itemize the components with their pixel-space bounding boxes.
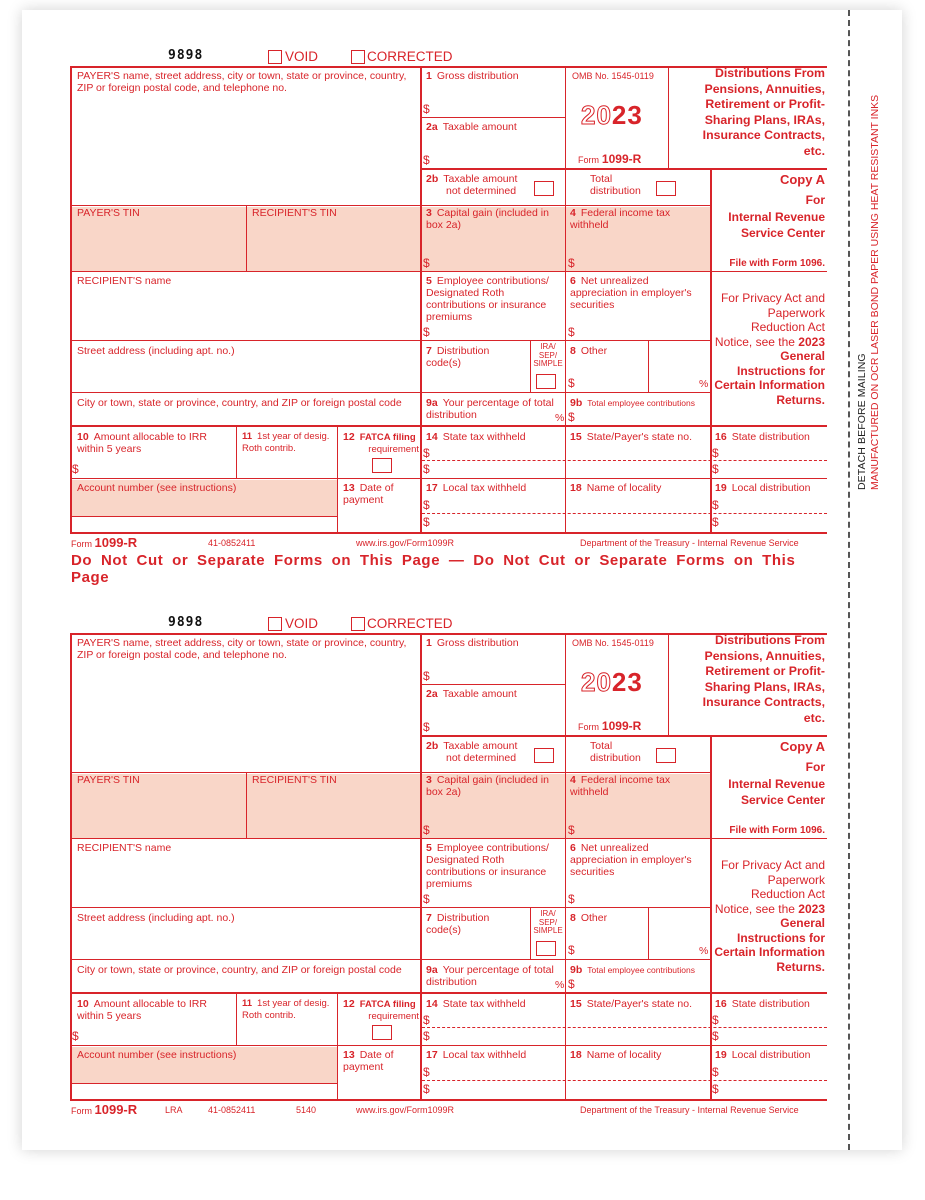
- corrected-label: CORRECTED: [367, 616, 453, 631]
- box16-dollar-2: $: [712, 462, 719, 476]
- box9a-label: 9a Your percentage of total distribution: [426, 397, 554, 421]
- footer-ein: 41-0852411: [208, 538, 256, 548]
- box19-dollar-1: $: [712, 498, 719, 512]
- box10-label: 10 Amount allocable to IRR within 5 years: [77, 998, 207, 1022]
- file-with-label: File with Form 1096.: [729, 258, 825, 269]
- box7-label: 7 Distribution code(s): [426, 912, 490, 936]
- box6-label: 6 Net unrealized appreciation in employer's securities: [570, 842, 692, 878]
- box2a-dollar: $: [423, 153, 430, 167]
- ira-sep-simple-label: IRA/ SEP/ SIMPLE: [533, 342, 563, 368]
- footer-form-name: Form 1099-R: [71, 1102, 138, 1117]
- box4-label: 4 Federal income tax withheld: [570, 774, 671, 798]
- box19-label: 19 Local distribution: [715, 1049, 811, 1061]
- privacy-notice: For Privacy Act and Paperwork Reduction Act Notice, see the 2023 General Instructions for Certain Information Returns.: [714, 858, 825, 974]
- box13-label: 13 Date of payment: [343, 1049, 394, 1073]
- manufactured-text: MANUFACTURED ON OCR LASER BOND PAPER USING HEAT RESISTANT INKS: [869, 94, 881, 490]
- form-title: Distributions From Pensions, Annuities, Retirement or Profit-Sharing Plans, IRAs, Insurance Contracts, etc.: [702, 66, 825, 158]
- box14-label: 14 State tax withheld: [426, 431, 526, 443]
- do-not-cut-banner: Do Not Cut or Separate Forms on This Page — Do Not Cut or Separate Forms on This Page: [71, 552, 796, 586]
- box6-label: 6 Net unrealized appreciation in employer's securities: [570, 275, 692, 311]
- total-distribution-label: Total distribution: [590, 740, 641, 764]
- account-number-label: Account number (see instructions): [77, 1049, 237, 1061]
- detach-text: DETACH BEFORE MAILING: [856, 353, 868, 490]
- footer-department: Department of the Treasury - Internal Revenue Service: [580, 538, 799, 548]
- box5-dollar: $: [423, 892, 430, 906]
- ira-sep-simple-checkbox[interactable]: [536, 941, 556, 956]
- box14-dollar-2: $: [423, 1029, 430, 1043]
- box3-label: 3 Capital gain (included in box 2a): [426, 774, 549, 798]
- box5-dollar: $: [423, 325, 430, 339]
- form-copy-bottom: [0, 567, 925, 1127]
- payer-name-label: PAYER'S name, street address, city or town, state or province, country, ZIP or foreign postal code, and telephone no.: [77, 637, 407, 661]
- box4-dollar: $: [568, 256, 575, 270]
- void-checkbox[interactable]: [268, 617, 282, 631]
- total-distribution-checkbox[interactable]: [656, 181, 676, 196]
- footer-url: www.irs.gov/Form1099R: [356, 538, 455, 548]
- box4-dollar: $: [568, 823, 575, 837]
- void-checkbox[interactable]: [268, 50, 282, 64]
- box14-dollar-2: $: [423, 462, 430, 476]
- box1-dollar: $: [423, 102, 430, 116]
- irs-center-label: Internal Revenue Service Center: [728, 777, 825, 807]
- box2a-label: 2a Taxable amount: [426, 688, 517, 700]
- box9a-label: 9a Your percentage of total distribution: [426, 964, 554, 988]
- box1-dollar: $: [423, 669, 430, 683]
- box4-label: 4 Federal income tax withheld: [570, 207, 671, 231]
- box18-label: 18 Name of locality: [570, 482, 662, 494]
- recipient-name-label: RECIPIENT'S name: [77, 842, 172, 854]
- box6-dollar: $: [568, 892, 575, 906]
- box3-dollar: $: [423, 256, 430, 270]
- form-header: [0, 48, 925, 66]
- box19-dollar-2: $: [712, 1082, 719, 1096]
- box16-label: 16 State distribution: [715, 431, 810, 443]
- box8-label: 8 Other: [570, 912, 608, 924]
- recipient-tin-label: RECIPIENT'S TIN: [252, 774, 337, 786]
- box16-dollar-1: $: [712, 446, 719, 460]
- copy-a-label: Copy A: [779, 172, 825, 187]
- payer-name-label: PAYER'S name, street address, city or town, state or province, country, ZIP or foreign postal code, and telephone no.: [77, 70, 407, 94]
- box3-label: 3 Capital gain (included in box 2a): [426, 207, 549, 231]
- box2b-checkbox[interactable]: [534, 181, 554, 196]
- box16-dollar-2: $: [712, 1029, 719, 1043]
- box14-dollar-1: $: [423, 446, 430, 460]
- city-label: City or town, state or province, country, and ZIP or foreign postal code: [77, 397, 402, 409]
- box11-label: 11 1st year of desig. Roth contrib.: [242, 431, 330, 454]
- city-label: City or town, state or province, country, and ZIP or foreign postal code: [77, 964, 402, 976]
- box17-dollar-2: $: [423, 515, 430, 529]
- box17-label: 17 Local tax withheld: [426, 482, 527, 494]
- box14-label: 14 State tax withheld: [426, 998, 526, 1010]
- box2b-checkbox[interactable]: [534, 748, 554, 763]
- void-label: VOID: [285, 616, 319, 631]
- footer-department: Department of the Treasury - Internal Revenue Service: [580, 1105, 799, 1115]
- box10-dollar: $: [72, 462, 79, 476]
- box17-dollar-2: $: [423, 1082, 430, 1096]
- form-code: 9898: [168, 615, 204, 630]
- box19-label: 19 Local distribution: [715, 482, 811, 494]
- box8-label: 8 Other: [570, 345, 608, 357]
- form-title: Distributions From Pensions, Annuities, Retirement or Profit-Sharing Plans, IRAs, Insurance Contracts, etc.: [702, 633, 825, 725]
- payer-tin-label: PAYER'S TIN: [77, 207, 140, 219]
- footer-form-name: Form 1099-R: [71, 535, 138, 550]
- box9b-label: 9b Total employee contributions: [570, 964, 695, 976]
- box6-dollar: $: [568, 325, 575, 339]
- ira-sep-simple-checkbox[interactable]: [536, 374, 556, 389]
- irs-center-label: Internal Revenue Service Center: [728, 210, 825, 240]
- box14-dollar-1: $: [423, 1013, 430, 1027]
- box18-label: 18 Name of locality: [570, 1049, 662, 1061]
- box15-label: 15 State/Payer's state no.: [570, 998, 693, 1010]
- box10-label: 10 Amount allocable to IRR within 5 years: [77, 431, 207, 455]
- for-label: For: [805, 193, 825, 207]
- box13-label: 13 Date of payment: [343, 482, 394, 506]
- box2b-label: 2b Taxable amount not determined: [426, 740, 518, 764]
- box8-percent: %: [699, 378, 709, 390]
- omb-number: OMB No. 1545-0119: [572, 638, 654, 648]
- total-distribution-checkbox[interactable]: [656, 748, 676, 763]
- form-header: [0, 615, 925, 633]
- box1-label: 1 Gross distribution: [426, 70, 519, 82]
- box2a-label: 2a Taxable amount: [426, 121, 517, 133]
- box8-percent: %: [699, 945, 709, 957]
- box9b-dollar: $: [568, 410, 575, 424]
- tax-year: 2023: [581, 100, 643, 130]
- fatca-checkbox[interactable]: [372, 1025, 392, 1040]
- box16-dollar-1: $: [712, 1013, 719, 1027]
- recipient-name-label: RECIPIENT'S name: [77, 275, 172, 287]
- form-id: Form 1099-R: [578, 152, 642, 166]
- form-copy-top: [0, 0, 925, 560]
- box2b-label: 2b Taxable amount not determined: [426, 173, 518, 197]
- corrected-label: CORRECTED: [367, 49, 453, 64]
- box8-dollar: $: [568, 943, 575, 957]
- fatca-checkbox[interactable]: [372, 458, 392, 473]
- form-id: Form 1099-R: [578, 719, 642, 733]
- box2a-dollar: $: [423, 720, 430, 734]
- box5-label: 5 Employee contributions/ Designated Roth contributions or insurance premiums: [426, 275, 549, 323]
- box10-dollar: $: [72, 1029, 79, 1043]
- box17-dollar-1: $: [423, 1065, 430, 1079]
- box9a-percent: %: [555, 412, 565, 424]
- file-with-label: File with Form 1096.: [729, 825, 825, 836]
- box17-label: 17 Local tax withheld: [426, 1049, 527, 1061]
- box9b-dollar: $: [568, 977, 575, 991]
- box9a-percent: %: [555, 979, 565, 991]
- account-number-label: Account number (see instructions): [77, 482, 237, 494]
- box5-label: 5 Employee contributions/ Designated Roth contributions or insurance premiums: [426, 842, 549, 890]
- form-code: 9898: [168, 48, 204, 63]
- corrected-checkbox[interactable]: [351, 50, 365, 64]
- box12-label: 12 FATCA filing requirement: [343, 431, 419, 455]
- footer-lra: LRA: [165, 1105, 183, 1115]
- box3-dollar: $: [423, 823, 430, 837]
- box7-label: 7 Distribution code(s): [426, 345, 490, 369]
- recipient-tin-label: RECIPIENT'S TIN: [252, 207, 337, 219]
- box19-dollar-2: $: [712, 515, 719, 529]
- footer-ein: 41-0852411: [208, 1105, 256, 1115]
- total-distribution-label: Total distribution: [590, 173, 641, 197]
- street-address-label: Street address (including apt. no.): [77, 345, 235, 357]
- footer-url: www.irs.gov/Form1099R: [356, 1105, 455, 1115]
- payer-tin-label: PAYER'S TIN: [77, 774, 140, 786]
- box8-dollar: $: [568, 376, 575, 390]
- box12-label: 12 FATCA filing requirement: [343, 998, 419, 1022]
- copy-a-label: Copy A: [779, 739, 825, 754]
- ira-sep-simple-label: IRA/ SEP/ SIMPLE: [533, 909, 563, 935]
- privacy-notice: For Privacy Act and Paperwork Reduction Act Notice, see the 2023 General Instructions for Certain Information Returns.: [714, 291, 825, 407]
- box15-label: 15 State/Payer's state no.: [570, 431, 693, 443]
- for-label: For: [805, 760, 825, 774]
- box11-label: 11 1st year of desig. Roth contrib.: [242, 998, 330, 1021]
- box1-label: 1 Gross distribution: [426, 637, 519, 649]
- box19-dollar-1: $: [712, 1065, 719, 1079]
- tax-year: 2023: [581, 667, 643, 697]
- box17-dollar-1: $: [423, 498, 430, 512]
- street-address-label: Street address (including apt. no.): [77, 912, 235, 924]
- footer-5140: 5140: [296, 1105, 317, 1115]
- corrected-checkbox[interactable]: [351, 617, 365, 631]
- void-label: VOID: [285, 49, 319, 64]
- box9b-label: 9b Total employee contributions: [570, 397, 695, 409]
- omb-number: OMB No. 1545-0119: [572, 71, 654, 81]
- box16-label: 16 State distribution: [715, 998, 810, 1010]
